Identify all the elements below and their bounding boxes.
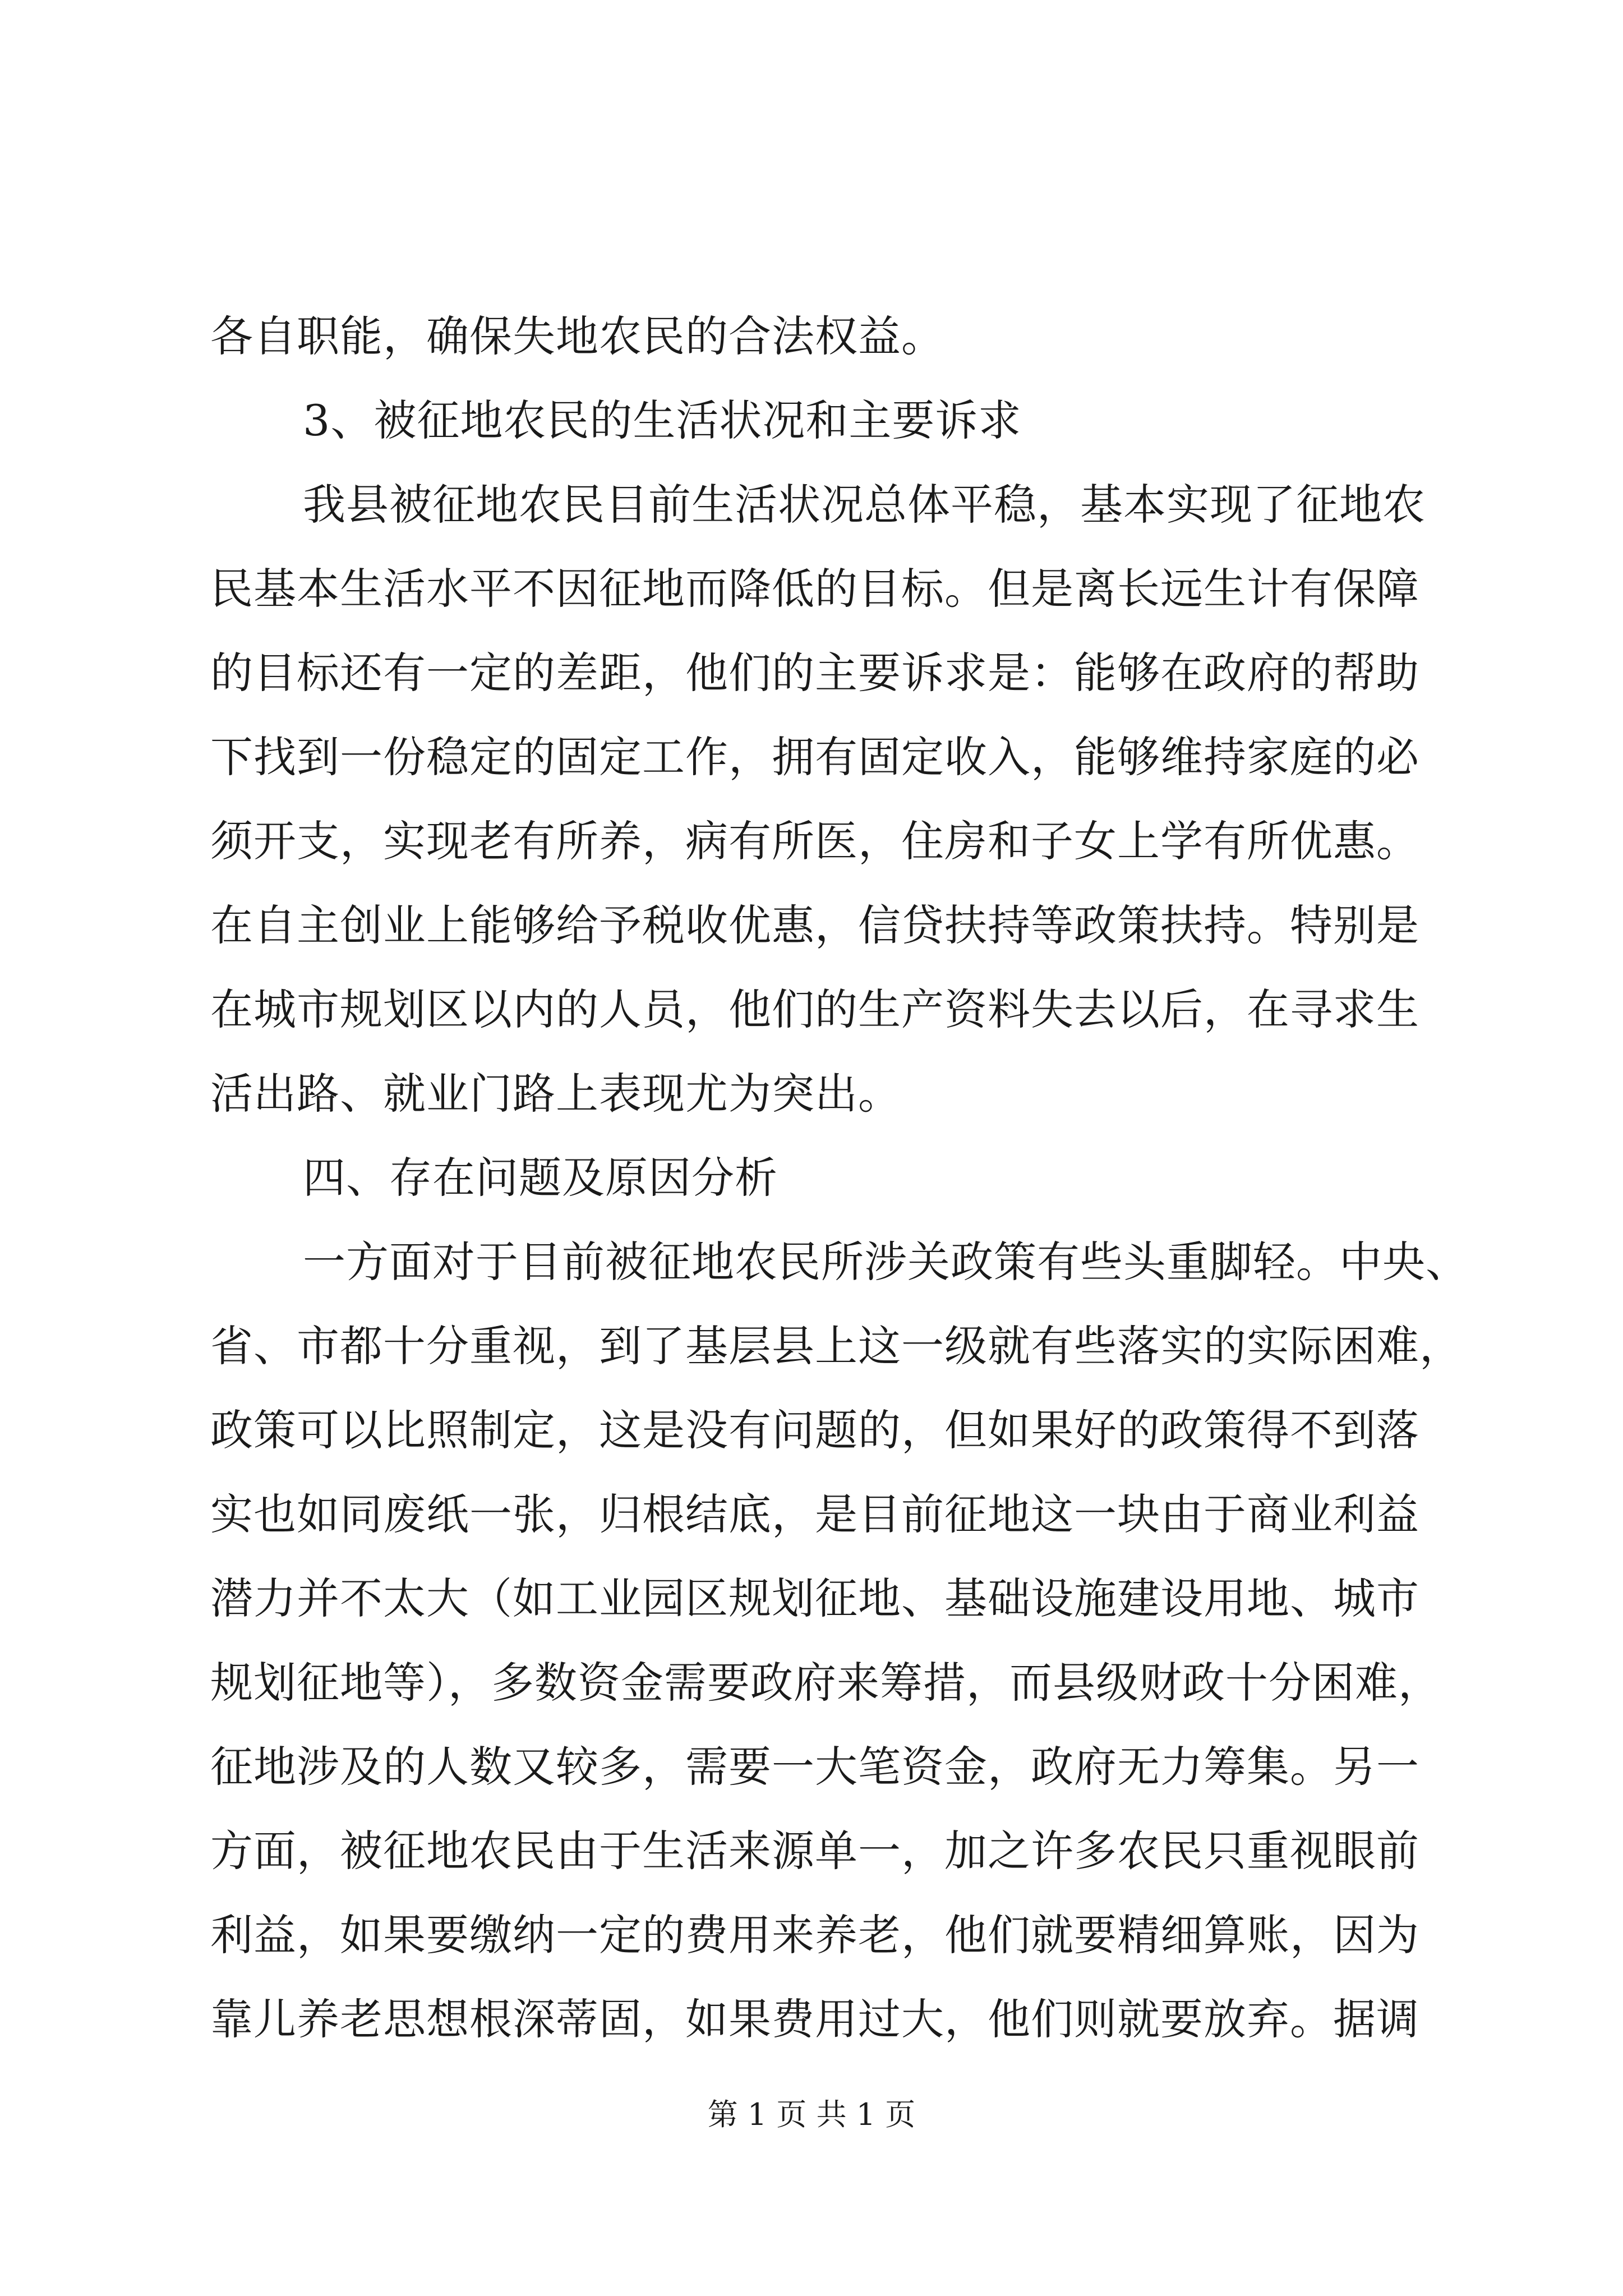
text-line: 我县被征地农民目前生活状况总体平稳，基本实现了征地农 — [303, 480, 1426, 530]
text-line: 民基本生活水平不因征地而降低的目标。但是离长远生计有保障 — [210, 564, 1419, 614]
text-line: 政策可以比照制定，这是没有问题的，但如果好的政策得不到落 — [210, 1405, 1419, 1455]
page-footer: 第 1 页 共 1 页 — [707, 2097, 916, 2132]
text-line: 的目标还有一定的差距，他们的主要诉求是：能够在政府的帮助 — [210, 648, 1419, 698]
text-line: 活出路、就业门路上表现尤为突出。 — [210, 1069, 901, 1119]
text-line: 各自职能，确保失地农民的合法权益。 — [210, 311, 944, 361]
text-line: 潜力并不太大（如工业园区规划征地、基础设施建设用地、城市 — [210, 1573, 1419, 1623]
text-line: 实也如同废纸一张，归根结底，是目前征地这一块由于商业利益 — [210, 1489, 1419, 1539]
text-line: 在城市规划区以内的人员，他们的生产资料失去以后，在寻求生 — [210, 984, 1419, 1034]
text-line: 方面，被征地农民由于生活来源单一，加之许多农民只重视眼前 — [210, 1826, 1419, 1876]
text-line: 四、存在问题及原因分析 — [303, 1153, 778, 1203]
text-line: 在自主创业上能够给予税收优惠，信贷扶持等政策扶持。特别是 — [210, 900, 1419, 950]
text-line: 3、被征地农民的生活状况和主要诉求 — [303, 395, 1022, 445]
text-line: 省、市都十分重视，到了基层县上这一级就有些落实的实际困难， — [210, 1321, 1463, 1371]
text-line: 利益，如果要缴纳一定的费用来养老，他们就要精细算账，因为 — [210, 1910, 1419, 1960]
text-line: 下找到一份稳定的固定工作，拥有固定收入，能够维持家庭的必 — [210, 732, 1419, 782]
text-line: 规划征地等），多数资金需要政府来筹措，而县级财政十分困难， — [210, 1658, 1441, 1708]
text-line: 须开支，实现老有所养，病有所医，住房和子女上学有所优惠。 — [210, 816, 1419, 866]
text-line: 征地涉及的人数又较多，需要一大笔资金，政府无力筹集。另一 — [210, 1742, 1419, 1792]
text-line: 一方面对于目前被征地农民所涉关政策有些头重脚轻。中央、 — [303, 1237, 1469, 1287]
text-line: 靠儿养老思想根深蒂固，如果费用过大，他们则就要放弃。据调 — [210, 1994, 1419, 2044]
